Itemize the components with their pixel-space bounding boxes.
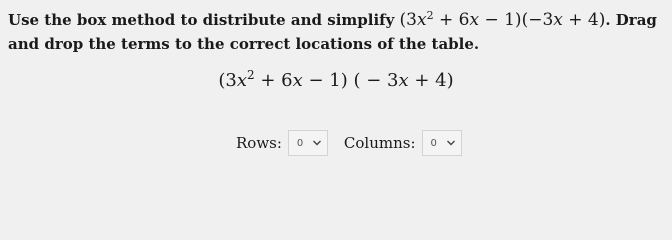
rows-select[interactable] — [288, 130, 328, 156]
inline-expression: $(3x^2 + 6x - 1)(-3x + 4)$ — [399, 9, 606, 30]
instructions-tail: . Drag and drop the terms to the correct locations of the table. — [8, 11, 657, 53]
table-size-controls — [236, 130, 462, 156]
display-expression: $(3x^2 + 6x - 1)$ ( − 3x + 4) — [218, 68, 454, 91]
rows-select-value: 0 — [296, 137, 304, 149]
columns-select[interactable] — [422, 130, 462, 156]
instructions-lead: Use the box method to distribute and simplify — [8, 11, 400, 29]
instructions-text — [8, 8, 658, 56]
chevron-down-icon — [312, 139, 322, 147]
columns-select-value: 0 — [430, 137, 437, 149]
chevron-down-icon — [446, 139, 456, 147]
rows-label: Rows: — [236, 134, 282, 152]
columns-label: Columns: — [343, 134, 416, 152]
